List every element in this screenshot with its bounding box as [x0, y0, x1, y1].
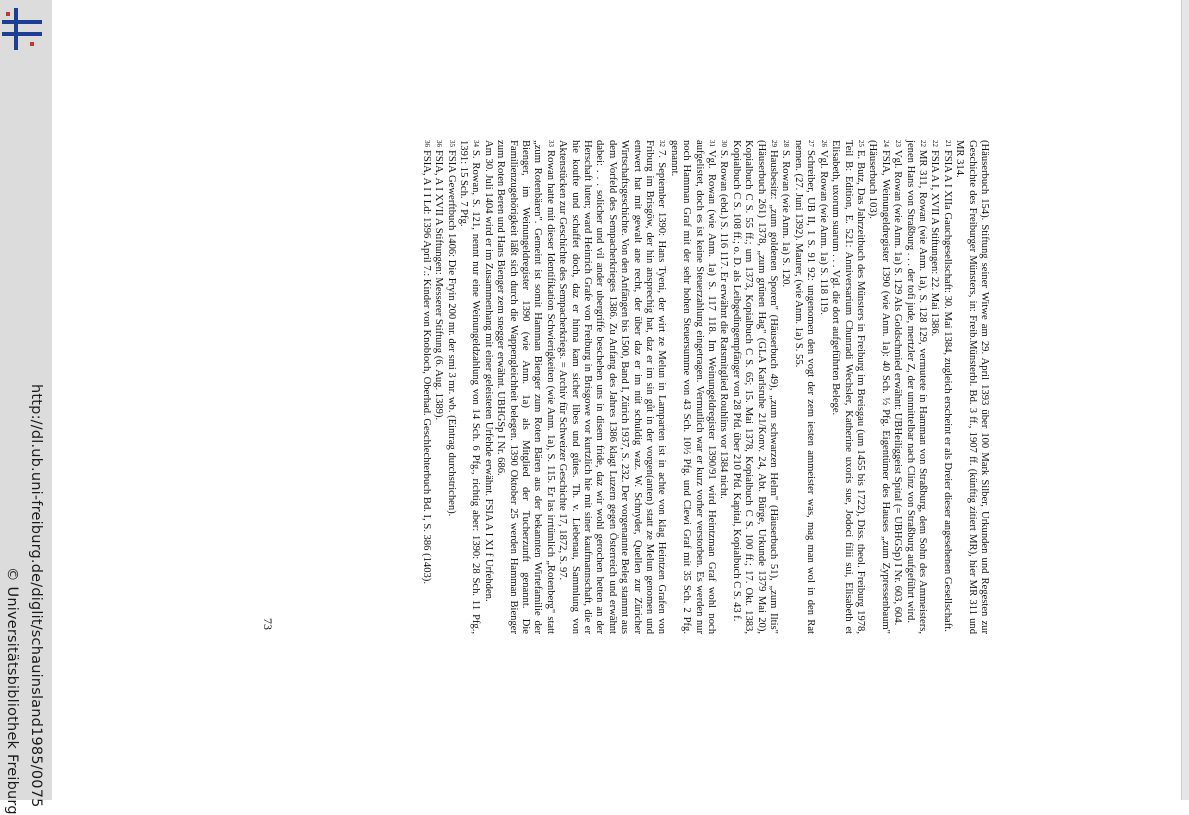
footnote-number: 30	[720, 140, 729, 147]
footnote-text: Am 30. Juli 1404 wird er im Zusammenhang mit einer geleisteten Urfehde erwähnt. FSIA A I XI f Urfehden.	[482, 140, 494, 602]
footnote-text: FSIA, A I I Ld: 1396 April 7.: Kinder von Knobloch, Oberhad. Geschlechterbuch Bd. I, S. 386 (1403).	[420, 150, 432, 584]
footnote-number: 34	[472, 140, 481, 147]
footnote-item	[792, 140, 817, 634]
footnote-item	[816, 140, 828, 634]
footnote-text: Vgl. Rowan (wie Anm. 1a) S. 118 119.	[817, 150, 829, 315]
footnote-number: 31	[708, 140, 717, 147]
footnote-text: FSIA A I, XVII A Stiftungen: 22. Mai 1386.	[929, 150, 941, 337]
page-url[interactable]: http://dl.ub.uni-freiburg.de/diglit/schauinsland1985/0075	[28, 384, 44, 808]
footnote-number: 32	[658, 140, 667, 147]
footnote-column	[250, 140, 990, 634]
footnote-number: 21	[943, 140, 952, 147]
footnote-number: 22	[918, 140, 927, 147]
footnote-number: 24	[881, 140, 890, 147]
footnote-number: 22	[931, 140, 940, 147]
footnote-text: MR 311, Rowan (wie Anm. 1a), S. 128 129, vermutete in Hamman von Straßburg, dem Sohn des Ammeisters, jenen Hans von Straßburg . . . der tofi jude, mertzler Z, der unmittelbar nach Clinz von Straßburg aufgeführt wird.	[904, 140, 928, 634]
footnote-item	[891, 140, 903, 634]
footnote-item	[729, 140, 779, 634]
footnote-item	[444, 140, 456, 634]
footnote-number: 27	[807, 140, 816, 147]
footnote-item	[494, 140, 556, 634]
footnote-item	[866, 140, 891, 634]
footnote-text: (Häuserbuch 154). Stiftung seiner Witwe am 29. April 1393 über 100 Mark Silber, Urkunden und Regesten zur Geschichte des Freiburger Münsters, in: Freib.Münsterbl. Bd. 3 ff., 1907 ff. (künftig zitiert MR), hier MR 311 und MR 314.	[954, 140, 990, 634]
footnote-item	[953, 140, 990, 634]
footnote-number: 23	[894, 140, 903, 147]
footnote-item	[457, 140, 482, 634]
viewer-sidebar	[0, 0, 52, 815]
footnote-text: Schreiber, UB II, 1 S. 91 92: ungenomen den vogt der zem iesten ammeister was, mag man wol in den Rat nemen. (27. Juni 1392). Maurer, (wie Anm. 1a) S. 55.	[792, 140, 817, 634]
footnote-text: FSIA, A I XVII A Stiftungen: Messerer Stiftung (6. Aug. 1389).	[433, 150, 445, 421]
footnote-item	[481, 140, 493, 634]
footnote-text: FSIA, Weinungeldregister 1390 (wie Anm. 1a): 40 Sch. ½ Pfg. Eigentümer des Hauses „zum Zypressenbaum" (Häuserbuch 103).	[867, 140, 891, 634]
footnote-text: 7. September 1390: Hans Tyeni, der wirt ze Melun in Lamparten ist in achte von klag Heintzen Grafen von Friburg im Brisgöw, der hin ansprechig hat, daz er im sin gůt in der vorgen(anten) statt ze Melun genomen und entwert hat mit gewalt ane recht, der über daz er im nüt schuldig waz. W. Schnyder, Quellen zur Züricher Wirtschaftsgeschichte. Von den Anfängen bis 1500, Band I, Zürich 1937, S. 232. Der vorgenannte Beleg stammt aus dem Vorfeld des Sempacherkrieges 1386. Zu Anfang des Jahres 1386 klagt Luzern gegen Österreich und erwähnt dabei: . . . solicher und vil ander ubergriffe beschehen uns in disem fride, daz wir wohl gerochen hetten an der Herschaft luten; ward Heinrich Grafe von Freiburg in Brisgowe vor kurtzlich hie mit siner kaufmannschaft, die er hie koufte und schaffet doch, daz er hinna kam sicher libes und gůtes. Th. v. Liebenau, Sammlung von Aktenstücken zur Geschichte des Sempacherkriegs. = Archiv für Schweizer Geschichte 17, 1872, S. 97.	[557, 140, 668, 634]
footnote-text: FSIA Gewerftbuch 1406: Die Fryin 200 mr. der smi 3 mr. wb. (Eintrag durchstrichen).	[445, 150, 457, 517]
footnote-item	[432, 140, 444, 634]
footnote-text: Vgl. Rowan (wie Anm. 1a) S. 117 118. Im Weinungeldregister 1390/91 wird Heintzman Graf wohl noch aufgelistet, doch es ist keine Steuerzahlung eingetragen. Vermutlich war er kurz vorher verstorben. Es werden nur noch Hamman Graf mit der sehr hohen Steuersumme von 43 Sch. 10½ Pfg. und Clewi Graf mit 35 Sch. 2 Pfg. genannt.	[668, 140, 718, 634]
footnote-number: 28	[782, 140, 791, 147]
footnote-number: 25	[856, 140, 865, 147]
footnote-item	[419, 140, 431, 634]
footnote-number: 29	[770, 140, 779, 147]
footnote-number: 36	[435, 140, 444, 147]
footnotes-block	[248, 140, 990, 660]
footnote-text: S. Rowan (wie Anm. 1a) S. 120.	[780, 150, 792, 288]
scrollbar[interactable]	[1181, 0, 1189, 800]
footnote-number: 36	[422, 140, 431, 147]
footnote-number: 26	[819, 140, 828, 147]
page-number: 73	[261, 618, 275, 630]
footnote-text: Vgl. Rowan (wie Anm. 1a) S. 129 Als Goldschmied erwähnt: UBHeiliggeist Spital (= UBHGSp) I Nr. 603, 604.	[892, 150, 904, 626]
footnote-item	[667, 140, 717, 634]
footnote-text: S. Rowan, S. 121, nennt nur eine Weinungeldzahlung von 14 Sch. 6 Pfg., richtig aber: 1390: 28 Sch. 11 Pfg., 1391: 15 Sch. 7 Pfg.	[457, 140, 482, 634]
footnote-item	[829, 140, 866, 634]
footnote-item	[779, 140, 791, 634]
footnote-text: FSIA A I XIIa Gauchgesellschaft: 30. Mai 1384, zugleich erscheint er als Dreier dieser angesehenen Gesellschaft.	[941, 150, 953, 632]
footnote-text: E. Butz, Das Jahrzeitbuch des Münsters in Freiburg im Breisgau (um 1455 bis 1722), Diss. theol. Freiburg 1978, Teil B: Edition, E. 521: Anniversarium Chunradi Wechsler, Katherine uxoris sue, Jodoci filii sui, Elisabeth et Elisabeth, uxorum suarum . . . Vgl. die dort aufgeführten Belege.	[830, 140, 866, 634]
footnote-item	[940, 140, 952, 634]
footnote-text: S. Rowan (ebd.) S. 116 117. Er erwähnt die Ratsmitglied Rouhlins vor 1384 nicht.	[718, 150, 730, 499]
footnote-number: 33	[546, 140, 555, 147]
footnote-item	[928, 140, 940, 634]
footnote-item	[717, 140, 729, 634]
footnote-text: Rowan hatte mit dieser Identifikation Schwierigkeiten (wie Anm. 1a), S. 115. Er las irrtümlich „Rotenberg" statt „zum Rotenbären". Gemeint ist somit Hamman Bienger zum Roten Bären aus der bekannten Wirtefamilie der Bienger, im Weinungeldregister 1390 (wie Anm. 1a) als Mitglied der Tucherzunft genannt. Die Familienzugehörigkeit läßt sich durch die Wappengleichheit belegen. 1390 Oktober 25 werden Hamman Bienger zum Roten Beren und Hans Bienger zem snegger erwähnt. UBHGSp I Nr. 686.	[495, 140, 556, 634]
footnote-item	[903, 140, 928, 634]
footnote-text: Hausbesitz: „zum goldenen Sporen" (Häuserbuch 49), „zum schwarzen Helm" (Häuserbuch 51), „zum Iltis" (Häuserbuch 261) 1378, „zum grünen Hag" (GLA Karlsruhe 21/Konv. 24, Abt. Bürge, Urkunde 1379 Mai 20), Kopialbuch C S. 55 ff.; um 1373, Kopialbuch C S. 65; 15. Mai 1378, Kopialbuch C S. 100 ff.; 17. Okt. 1383, Kopialbuch C S. 108 ff.; o. D. als Leibgedingempfänger von 28 Pfd. über 210 Pfd. Kapital, Kopialbuch C S. 43 f.	[730, 140, 780, 634]
copyright-credit: © Universitätsbibliothek Freiburg	[4, 567, 20, 815]
footnote-item	[556, 140, 668, 634]
footnote-number: 35	[447, 140, 456, 147]
